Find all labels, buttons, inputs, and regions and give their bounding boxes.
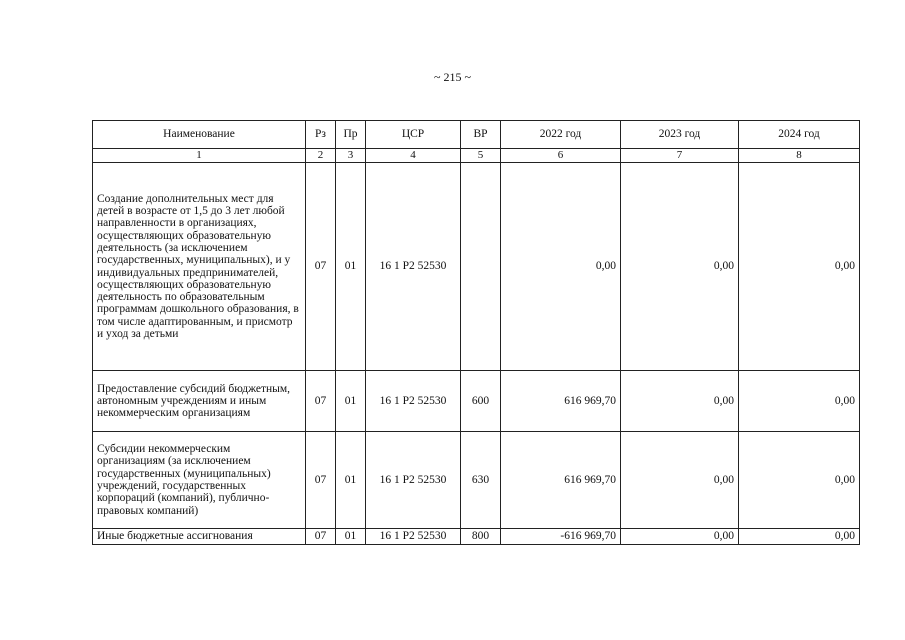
row-csr: 16 1 P2 52530 [366, 529, 461, 545]
column-number: 7 [621, 149, 739, 163]
header-name: Наименование [93, 121, 306, 149]
table-row [93, 432, 860, 529]
table-row [93, 371, 860, 432]
column-number: 4 [366, 149, 461, 163]
row-csr: 16 1 P2 52530 [366, 371, 461, 432]
row-vr: 630 [461, 432, 501, 529]
column-number: 8 [739, 149, 860, 163]
table-row [93, 163, 860, 371]
budget-table [92, 120, 860, 545]
row-pr: 01 [336, 529, 366, 545]
column-number: 3 [336, 149, 366, 163]
column-number: 1 [93, 149, 306, 163]
row-2022: 616 969,70 [501, 432, 621, 529]
row-2024: 0,00 [739, 529, 860, 545]
header-vr: ВР [461, 121, 501, 149]
column-number: 6 [501, 149, 621, 163]
row-2023: 0,00 [621, 529, 739, 545]
header-2023: 2023 год [621, 121, 739, 149]
row-2024: 0,00 [739, 371, 860, 432]
column-number: 5 [461, 149, 501, 163]
row-2024: 0,00 [739, 432, 860, 529]
row-csr: 16 1 P2 52530 [366, 163, 461, 371]
row-csr: 16 1 P2 52530 [366, 432, 461, 529]
row-rz: 07 [306, 163, 336, 371]
row-vr: 800 [461, 529, 501, 545]
row-2022: 616 969,70 [501, 371, 621, 432]
row-2022: -616 969,70 [501, 529, 621, 545]
row-rz: 07 [306, 371, 336, 432]
row-name: Иные бюджетные ассигнования [93, 529, 306, 545]
header-2024: 2024 год [739, 121, 860, 149]
header-csr: ЦСР [366, 121, 461, 149]
header-rz: Рз [306, 121, 336, 149]
row-vr [461, 163, 501, 371]
row-vr: 600 [461, 371, 501, 432]
table-header-row [93, 121, 860, 149]
row-pr: 01 [336, 371, 366, 432]
row-pr: 01 [336, 432, 366, 529]
row-rz: 07 [306, 432, 336, 529]
column-number: 2 [306, 149, 336, 163]
row-name: Субсидии некоммерческим организациям (за исключением государственных (муниципальных) учреждений, государственных корпораций (компаний), публично-правовых компаний) [93, 432, 306, 529]
row-2022: 0,00 [501, 163, 621, 371]
column-number-row [93, 149, 860, 163]
row-pr: 01 [336, 163, 366, 371]
header-2022: 2022 год [501, 121, 621, 149]
row-2023: 0,00 [621, 163, 739, 371]
page-number: ~ 215 ~ [434, 70, 471, 84]
header-pr: Пр [336, 121, 366, 149]
row-2024: 0,00 [739, 163, 860, 371]
row-rz: 07 [306, 529, 336, 545]
row-name: Создание дополнительных мест для детей в возрасте от 1,5 до 3 лет любой направленности в организациях, осуществляющих образовательную деятельность (за исключением государственных, муниципальных), и у индивидуальных предпринимателей, осуществляющих образовательную деятельность по образовательным программам дошкольного образования, в том числе адаптированным, и присмотр и уход за детьми [93, 163, 306, 371]
row-2023: 0,00 [621, 371, 739, 432]
table-row [93, 529, 860, 545]
row-2023: 0,00 [621, 432, 739, 529]
row-name: Предоставление субсидий бюджетным, автономным учреждениям и иным некоммерческим организациям [93, 371, 306, 432]
